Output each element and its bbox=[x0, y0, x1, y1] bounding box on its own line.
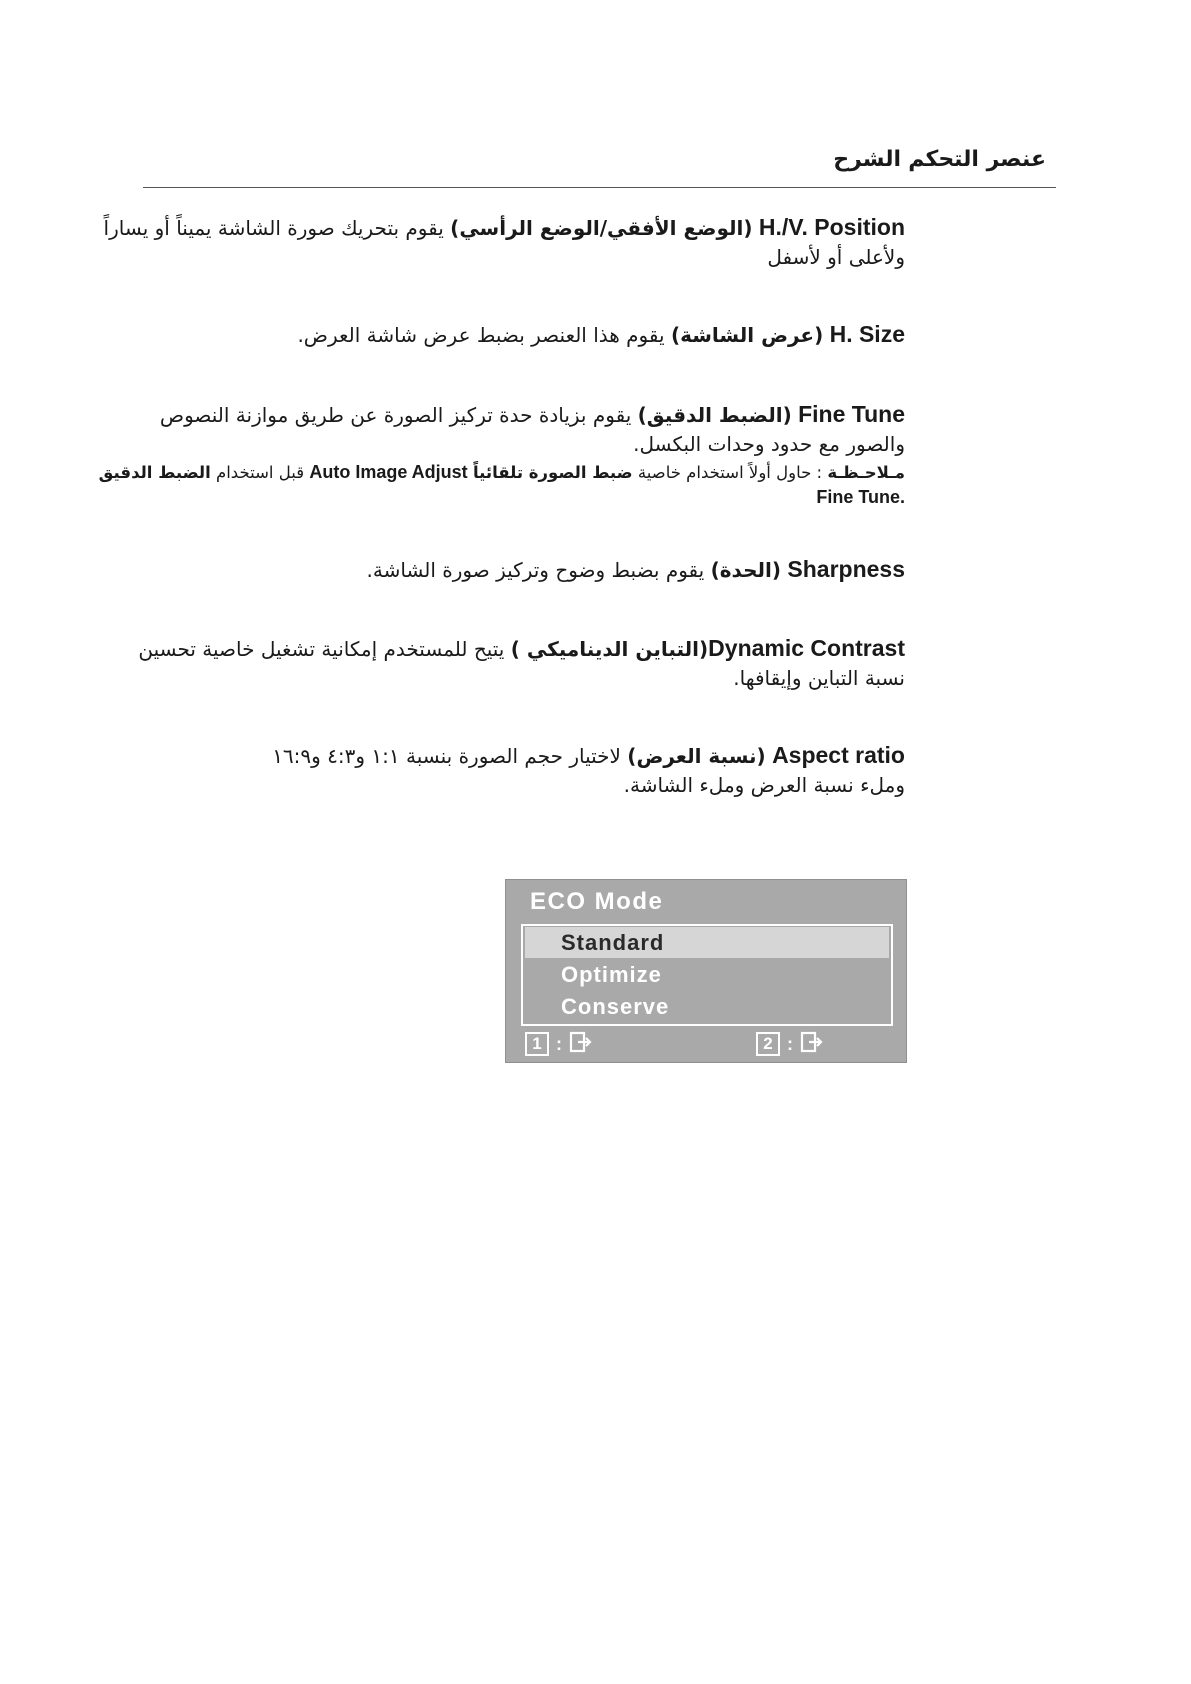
control-name: Dynamic Contrast bbox=[708, 635, 905, 661]
osd-option-standard[interactable]: Standard bbox=[525, 927, 889, 958]
entry-aspect-ratio bbox=[145, 741, 905, 800]
entry-line-1 bbox=[145, 320, 905, 350]
entry-hv-position bbox=[103, 213, 905, 272]
control-arabic-name: (نسبة العرض) bbox=[627, 744, 766, 768]
osd-option-conserve[interactable]: Conserve bbox=[561, 994, 670, 1019]
entry-line-2: وملء نسبة العرض وملء الشاشة. bbox=[623, 773, 905, 797]
entry-line-1 bbox=[145, 741, 905, 771]
control-name: Fine Tune bbox=[798, 401, 905, 427]
header-item-column: عنصر التحكم bbox=[908, 147, 1046, 172]
control-description: يقوم بتحريك صورة الشاشة يميناً أو يساراً bbox=[103, 216, 444, 240]
osd-option-optimize[interactable]: Optimize bbox=[561, 962, 662, 987]
entry-line-1 bbox=[145, 400, 905, 430]
eco-mode-osd-menu bbox=[505, 879, 907, 1063]
control-name: Sharpness bbox=[787, 556, 905, 582]
osd-key-1-hint[interactable]: 1 : bbox=[525, 1032, 593, 1056]
osd-title: ECO Mode bbox=[530, 888, 664, 915]
entry-fine-tune bbox=[145, 400, 905, 459]
entry-line-2: والصور مع حدود وحدات البكسل. bbox=[633, 432, 905, 456]
enter-icon bbox=[800, 1031, 824, 1057]
control-name: H. Size bbox=[829, 321, 905, 347]
note-label: مـلاحـظـة bbox=[827, 463, 905, 482]
control-arabic-name: (التباين الديناميكي ) bbox=[510, 637, 709, 661]
control-description: يقوم بزيادة حدة تركيز الصورة عن طريق موازنة النصوص bbox=[159, 403, 632, 427]
control-description: يقوم هذا العنصر بضبط عرض شاشة العرض. bbox=[297, 323, 665, 347]
control-arabic-name: (الضبط الدقيق) bbox=[637, 403, 792, 427]
fine-tune-note bbox=[5, 460, 905, 510]
key-1-box: 1 bbox=[525, 1032, 549, 1056]
control-name: H./V. Position bbox=[758, 214, 905, 240]
entry-dynamic-contrast bbox=[138, 634, 905, 693]
note-line-1: مـلاحـظـة : حاول أولاً استخدام خاصية ضبط الصورة تلقائياً Auto Image Adjust قبل استخدام الضبط الدقيق bbox=[98, 462, 905, 482]
entry-h-size bbox=[145, 320, 905, 350]
entry-line-2: ولأعلى أو لأسفل bbox=[767, 245, 905, 269]
entry-line-2: نسبة التباين وإيقافها. bbox=[733, 666, 905, 690]
entry-sharpness bbox=[145, 555, 905, 585]
control-arabic-name: (الوضع الأفقي/الوضع الرأسي) bbox=[450, 216, 753, 240]
entry-line-1 bbox=[145, 555, 905, 585]
control-arabic-name: (عرض الشاشة) bbox=[670, 323, 824, 347]
control-arabic-name: (الحدة) bbox=[710, 558, 782, 582]
osd-key-2-hint[interactable]: 2 : bbox=[756, 1032, 824, 1056]
note-line-2: Fine Tune. bbox=[816, 487, 905, 507]
exit-icon bbox=[569, 1031, 593, 1057]
entry-line-1 bbox=[103, 213, 905, 243]
table-header bbox=[143, 145, 1056, 188]
control-description: يقوم بضبط وضوح وتركيز صورة الشاشة. bbox=[366, 558, 705, 582]
control-description: يتيح للمستخدم إمكانية تشغيل خاصية تحسين bbox=[138, 637, 505, 661]
entry-line-1 bbox=[138, 634, 905, 664]
key-2-box: 2 bbox=[756, 1032, 780, 1056]
header-description-column: الشرح bbox=[833, 147, 901, 172]
control-name: Aspect ratio bbox=[772, 742, 905, 768]
osd-option-list bbox=[521, 924, 893, 1026]
control-description: لاختيار حجم الصورة بنسبة ١:١ و٤:٣ و١٦:٩ bbox=[272, 744, 621, 768]
